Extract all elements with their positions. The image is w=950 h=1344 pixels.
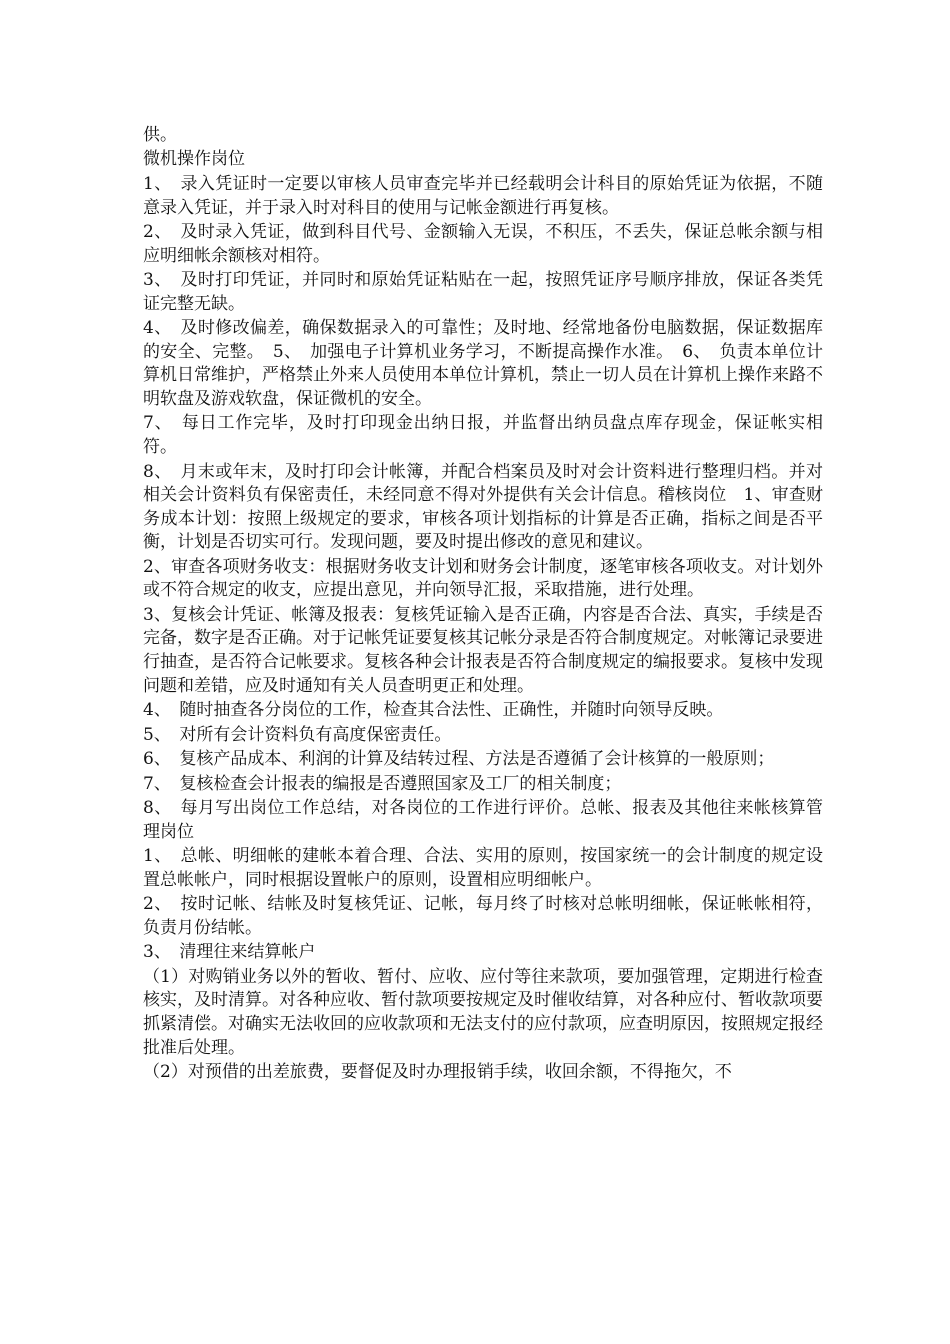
paragraph: 3、复核会计凭证、帐簿及报表：复核凭证输入是否正确，内容是否合法、真实，手续是否完备，数字是否正确。对于记帐凭证要复核其记帐分录是否符合制度规定。对帐簿记录要进行抽查，是否符合记帐要求。复核各种会计报表是否符合制度规定的编报要求。复核中发现问题和差错，应及时通知有关人员查明更正和处理。 bbox=[143, 604, 823, 696]
document-page bbox=[143, 124, 823, 1086]
paragraph: 4、 随时抽查各分岗位的工作，检查其合法性、正确性，并随时向领导反映。 bbox=[143, 700, 724, 721]
paragraph: 8、 月末或年末，及时打印会计帐簿，并配合档案员及时对会计资料进行整理归档。并对相关会计资料负有保密责任，未经同意不得对外提供有关会计信息。稽核岗位 1、审查财务成本计划：按照上级规定的要求，审核各项计划指标的计算是否正确，指标之间是否平衡，计划是否切实可行。发现问题，要及时提出修改的意见和建议。 bbox=[143, 461, 823, 553]
paragraph: （1）对购销业务以外的暂收、暂付、应收、应付等往来款项，要加强管理，定期进行检查核实，及时清算。对各种应收、暂付款项要按规定及时催收结算，对各种应付、暂收款项要抓紧清偿。对确实无法收回的应收款项和无法支付的应付款项，应查明原因，按照规定报经批准后处理。 bbox=[143, 966, 823, 1058]
paragraph: 4、 及时修改偏差，确保数据录入的可靠性；及时地、经常地备份电脑数据，保证数据库的安全、完整。 5、 加强电子计算机业务学习，不断提高操作水准。 6、 负责本单位计算机日常维护，严格禁止外来人员使用本单位计算机，禁止一切人员在计算机上操作来路不明软盘及游戏软盘，保证微机的安全。 bbox=[143, 318, 823, 409]
paragraph: 2、审查各项财务收支：根据财务收支计划和财务会计制度，逐笔审核各项收支。对计划外或不符合规定的收支，应提出意见，并向领导汇报，采取措施，进行处理。 bbox=[143, 556, 823, 601]
paragraph: 1、 录入凭证时一定要以审核人员审查完毕并已经载明会计科目的原始凭证为依据，不随意录入凭证，并于录入时对科目的使用与记帐金额进行再复核。 bbox=[143, 173, 823, 218]
paragraph: 1、 总帐、明细帐的建帐本着合理、合法、实用的原则，按国家统一的会计制度的规定设置总帐帐户，同时根据设置帐户的原则，设置相应明细帐户。 bbox=[143, 846, 823, 890]
paragraph: （2）对预借的出差旅费，要督促及时办理报销手续，收回余额，不得拖欠，不 bbox=[143, 1062, 732, 1083]
section-heading: 微机操作岗位 bbox=[143, 149, 245, 170]
paragraph: 供。 bbox=[143, 125, 177, 145]
paragraph: 3、 清理往来结算帐户 bbox=[143, 942, 316, 963]
paragraph: 3、 及时打印凭证，并同时和原始凭证粘贴在一起，按照凭证序号顺序排放，保证各类凭证完整无缺。 bbox=[143, 270, 823, 314]
paragraph: 6、 复核产品成本、利润的计算及结转过程、方法是否遵循了会计核算的一般原则； bbox=[143, 749, 775, 770]
paragraph: 7、 每日工作完毕，及时打印现金出纳日报，并监督出纳员盘点库存现金，保证帐实相符。 bbox=[143, 413, 823, 458]
paragraph: 5、 对所有会计资料负有高度保密责任。 bbox=[143, 724, 452, 745]
paragraph: 7、 复核检查会计报表的编报是否遵照国家及工厂的相关制度； bbox=[143, 773, 622, 794]
paragraph: 8、 每月写出岗位工作总结，对各岗位的工作进行评价。总帐、报表及其他往来帐核算管理岗位 bbox=[143, 798, 823, 842]
paragraph: 2、 及时录入凭证，做到科目代号、金额输入无误，不积压，不丢失，保证总帐余额与相应明细帐余额核对相符。 bbox=[143, 222, 823, 266]
paragraph: 2、 按时记帐、结帐及时复核凭证、记帐，每月终了时核对总帐明细帐，保证帐帐相符，负责月份结帐。 bbox=[143, 894, 823, 938]
